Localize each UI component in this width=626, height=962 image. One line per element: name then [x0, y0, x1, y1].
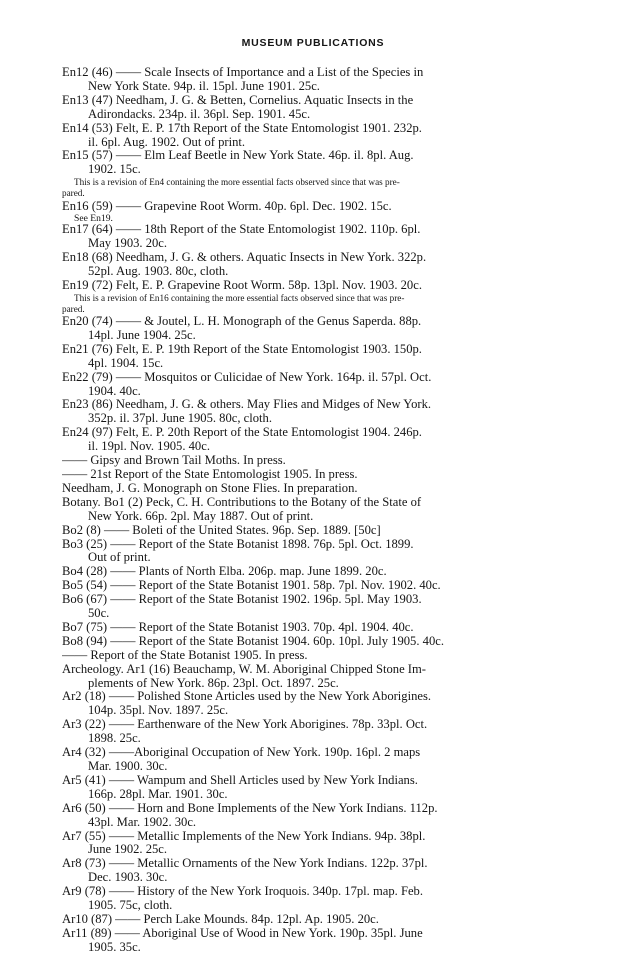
entry-continuation-line: il. 19pl. Nov. 1905. 40c.: [88, 440, 210, 454]
publication-entry: [62, 663, 546, 691]
publication-entry: [62, 538, 546, 566]
entry-continuation-line: 4pl. 1904. 15c.: [88, 356, 164, 370]
entry-line: En19 (72) Felt, E. P. Grapevine Root Worm. 58p. 13pl. Nov. 1903. 20c.: [62, 278, 422, 292]
entry-continuation-line: May 1903. 20c.: [88, 236, 168, 250]
entry-continuation-line: June 1902. 25c.: [88, 843, 168, 857]
publication-entry: [62, 122, 546, 150]
publication-entry: [62, 565, 546, 579]
entry-continuation-line: 352p. il. 37pl. June 1905. 80c, cloth.: [88, 412, 272, 426]
entry-line: En14 (53) Felt, E. P. 17th Report of the State Entomologist 1901. 232p.: [62, 121, 422, 135]
entry-line: See En19.: [74, 213, 113, 224]
entry-line: Botany. Bo1 (2) Peck, C. H. Contributions to the Botany of the State of: [62, 495, 422, 509]
publication-entry: [62, 315, 546, 343]
entry-line: En18 (68) Needham, J. G. & others. Aquatic Insects in New York. 322p.: [62, 250, 427, 264]
publication-entry: [62, 830, 546, 858]
publication-entry: [62, 802, 546, 830]
entry-line: Ar8 (73) —— Metallic Ornaments of the New York Indians. 122p. 37pl.: [62, 857, 428, 871]
entry-line: Needham, J. G. Monograph on Stone Flies. In preparation.: [62, 481, 358, 495]
publication-entry: [62, 371, 546, 399]
entry-line: En23 (86) Needham, J. G. & others. May Flies and Midges of New York.: [62, 398, 432, 412]
entry-line: Bo4 (28) —— Plants of North Elba. 206p. map. June 1899. 20c.: [62, 565, 387, 579]
entry-line: En12 (46) —— Scale Insects of Importance and a List of the Species in: [62, 66, 424, 79]
entry-line: This is a revision of En4 containing the more essential facts observed since that was pre-: [74, 177, 400, 188]
entry-continuation-line: New York State. 94p. il. 15pl. June 1901. 25c.: [88, 79, 320, 93]
entry-line: Bo7 (75) —— Report of the State Botanist 1903. 70p. 4pl. 1904. 40c.: [62, 620, 414, 634]
publication-entry: [62, 398, 546, 426]
entry-line: Ar7 (55) —— Metallic Implements of the New York Indians. 94p. 38pl.: [62, 829, 426, 843]
entry-continuation-line: 1905. 35c.: [88, 940, 141, 954]
entry-line: Ar11 (89) —— Aboriginal Use of Wood in New York. 190p. 35pl. June: [62, 926, 423, 940]
entry-continuation-line: 50c.: [88, 607, 110, 621]
entry-continuation-line: New York. 66p. 2pl. May 1887. Out of print.: [88, 509, 314, 523]
entry-continuation-line: pared.: [62, 188, 85, 199]
entry-line: En20 (74) —— & Joutel, L. H. Monograph of the Genus Saperda. 88p.: [62, 315, 422, 328]
publication-entry: [62, 149, 546, 177]
publication-entry: [62, 635, 546, 649]
entry-line: Bo8 (94) —— Report of the State Botanist 1904. 60p. 10pl. July 1905. 40c.: [62, 634, 444, 648]
publication-entry: [62, 279, 546, 293]
publication-entry: [62, 200, 546, 214]
entry-line: En22 (79) —— Mosquitos or Culicidae of New York. 164p. il. 57pl. Oct.: [62, 370, 432, 384]
page-header: MUSEUM PUBLICATIONS: [241, 37, 385, 49]
publication-entry: [62, 468, 546, 482]
entry-continuation-line: 1902. 15c.: [88, 163, 141, 177]
entry-continuation-line: il. 6pl. Aug. 1902. Out of print.: [88, 135, 246, 149]
publication-entry: [62, 746, 546, 774]
entry-line: Ar9 (78) —— History of the New York Iroquois. 340p. 17pl. map. Feb.: [62, 885, 423, 899]
publication-entry: [62, 857, 546, 885]
entry-line: En24 (97) Felt, E. P. 20th Report of the State Entomologist 1904. 246p.: [62, 426, 422, 440]
entry-line: Bo2 (8) —— Boleti of the United States. 96p. Sep. 1889. [50c]: [62, 523, 381, 537]
publication-entry: [62, 593, 546, 621]
entry-line: Ar5 (41) —— Wampum and Shell Articles used by New York Indians.: [62, 773, 418, 787]
publication-entry: [62, 579, 546, 593]
publication-entry: [62, 913, 546, 927]
publication-entry: [62, 251, 546, 279]
entry-continuation-line: plements of New York. 86p. 23pl. Oct. 1897. 25c.: [88, 676, 339, 690]
entry-continuation-line: Mar. 1900. 30c.: [88, 760, 168, 773]
publication-entry: [62, 94, 546, 122]
entry-line: —— Gipsy and Brown Tail Moths. In press.: [62, 454, 286, 468]
publication-entry: [62, 66, 546, 94]
entry-line: En13 (47) Needham, J. G. & Betten, Cornelius. Aquatic Insects in the: [62, 93, 414, 107]
entry-line: En15 (57) —— Elm Leaf Beetle in New York State. 46p. il. 8pl. Aug.: [62, 149, 414, 163]
entry-line: This is a revision of En16 containing the more essential facts observed since that was pre-: [74, 292, 405, 303]
publication-entry: [62, 496, 546, 524]
entry-line: Ar4 (32) ——Aboriginal Occupation of New York. 190p. 16pl. 2 maps: [62, 746, 421, 760]
entry-continuation-line: 1905. 75c, cloth.: [88, 899, 173, 913]
entry-continuation-line: 43pl. Mar. 1902. 30c.: [88, 815, 197, 829]
entry-line: En17 (64) —— 18th Report of the State Entomologist 1902. 110p. 6pl.: [62, 223, 421, 237]
publication-entry: [62, 690, 546, 718]
entry-continuation-line: pared.: [62, 303, 85, 314]
entry-line: En16 (59) —— Grapevine Root Worm. 40p. 6pl. Dec. 1902. 15c.: [62, 199, 392, 213]
entry-note: [62, 293, 546, 315]
entry-line: Ar6 (50) —— Horn and Bone Implements of the New York Indians. 112p.: [62, 801, 438, 815]
entry-line: Ar2 (18) —— Polished Stone Articles used by the New York Aborigines.: [62, 690, 432, 704]
entry-continuation-line: 166p. 28pl. Mar. 1901. 30c.: [88, 787, 228, 801]
entry-line: —— 21st Report of the State Entomologist 1905. In press.: [62, 467, 358, 481]
entry-line: Ar3 (22) —— Earthenware of the New York Aborigines. 78p. 33pl. Oct.: [62, 718, 428, 732]
publication-entry: [62, 426, 546, 454]
publication-entry: [62, 885, 546, 913]
publication-entry: [62, 223, 546, 251]
publication-entry: [62, 482, 546, 496]
entry-continuation-line: Adirondacks. 234p. il. 36pl. Sep. 1901. 45c.: [88, 107, 311, 121]
publication-entry: [62, 524, 546, 538]
publication-entry: [62, 343, 546, 371]
entry-line: —— Report of the State Botanist 1905. In press.: [62, 648, 308, 662]
entry-crossref: [62, 214, 546, 224]
publication-entry: [62, 621, 546, 635]
entry-line: Archeology. Ar1 (16) Beauchamp, W. M. Aboriginal Chipped Stone Im-: [62, 662, 426, 676]
publication-entry: [62, 718, 546, 746]
entry-note: [62, 177, 546, 199]
entry-line: Bo3 (25) —— Report of the State Botanist 1898. 76p. 5pl. Oct. 1899.: [62, 537, 414, 551]
entry-continuation-line: 1904. 40c.: [88, 384, 141, 398]
entry-line: Bo6 (67) —— Report of the State Botanist 1902. 196p. 5pl. May 1903.: [62, 593, 422, 607]
entry-continuation-line: 52pl. Aug. 1903. 80c, cloth.: [88, 264, 229, 278]
entry-continuation-line: 104p. 35pl. Nov. 1897. 25c.: [88, 704, 229, 718]
publication-entry: [62, 454, 546, 468]
entry-line: En21 (76) Felt, E. P. 19th Report of the State Entomologist 1903. 150p.: [62, 342, 422, 356]
publication-entry: [62, 649, 546, 663]
entry-continuation-line: Out of print.: [88, 551, 151, 565]
publication-entry: [62, 774, 546, 802]
entry-continuation-line: Dec. 1903. 30c.: [88, 871, 168, 885]
publication-list: [62, 66, 546, 955]
entry-line: Ar10 (87) —— Perch Lake Mounds. 84p. 12pl. Ap. 1905. 20c.: [62, 912, 379, 926]
entry-line: Bo5 (54) —— Report of the State Botanist 1901. 58p. 7pl. Nov. 1902. 40c.: [62, 579, 441, 593]
publication-entry: [62, 927, 546, 955]
entry-continuation-line: 14pl. June 1904. 25c.: [88, 328, 196, 342]
entry-continuation-line: 1898. 25c.: [88, 732, 141, 746]
